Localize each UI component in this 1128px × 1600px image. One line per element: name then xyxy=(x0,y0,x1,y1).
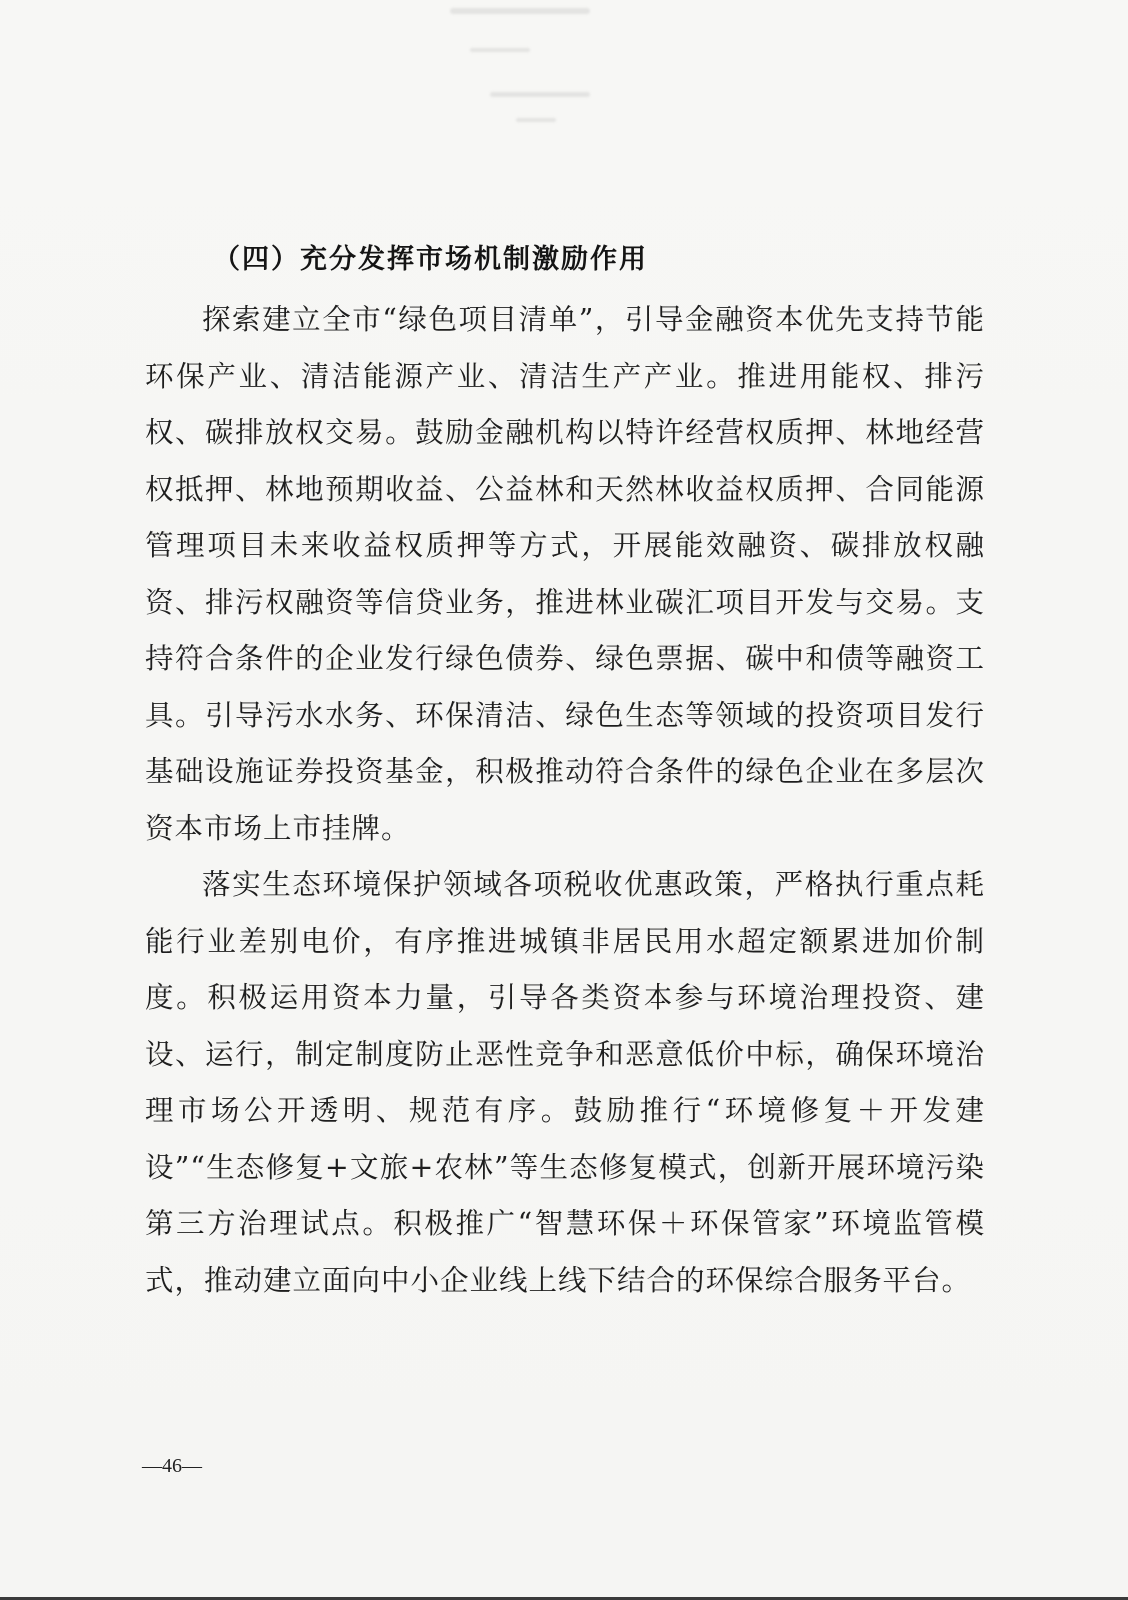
document-body xyxy=(145,240,985,1309)
section-heading: （四）充分发挥市场机制激励作用 xyxy=(213,244,648,275)
show-through-artifact xyxy=(430,0,650,140)
paragraph-2: 落实生态环境保护领域各项税收优惠政策，严格执行重点耗能行业差别电价，有序推进城镇非居民用水超定额累进加价制度。积极运用资本力量，引导各类资本参与环境治理投资、建设、运行，制定制度防止恶性竞争和恶意低价中标，确保环境治理市场公开透明、规范有序。鼓励推行“环境修复＋开发建设”“生态修复+文旅+农林”等生态修复模式，创新开展环境污染第三方治理试点。积极推广“智慧环保＋环保管家”环境监管模式，推动建立面向中小企业线上线下结合的环保综合服务平台。 xyxy=(145,868,985,1297)
paragraph-1: 探索建立全市“绿色项目清单”，引导金融资本优先支持节能环保产业、清洁能源产业、清洁生产产业。推进用能权、排污权、碳排放权交易。鼓励金融机构以特许经营权质押、林地经营权抵押、林地预期收益、公益林和天然林收益权质押、合同能源管理项目未来收益权质押等方式，开展能效融资、碳排放权融资、排污权融资等信贷业务，推进林业碳汇项目开发与交易。支持符合条件的企业发行绿色债券、绿色票据、碳中和债等融资工具。引导污水水务、环保清洁、绿色生态等领域的投资项目发行基础设施证券投资基金，积极推动符合条件的绿色企业在多层次资本市场上市挂牌。 xyxy=(145,303,985,845)
page-number: —46— xyxy=(142,1455,202,1477)
